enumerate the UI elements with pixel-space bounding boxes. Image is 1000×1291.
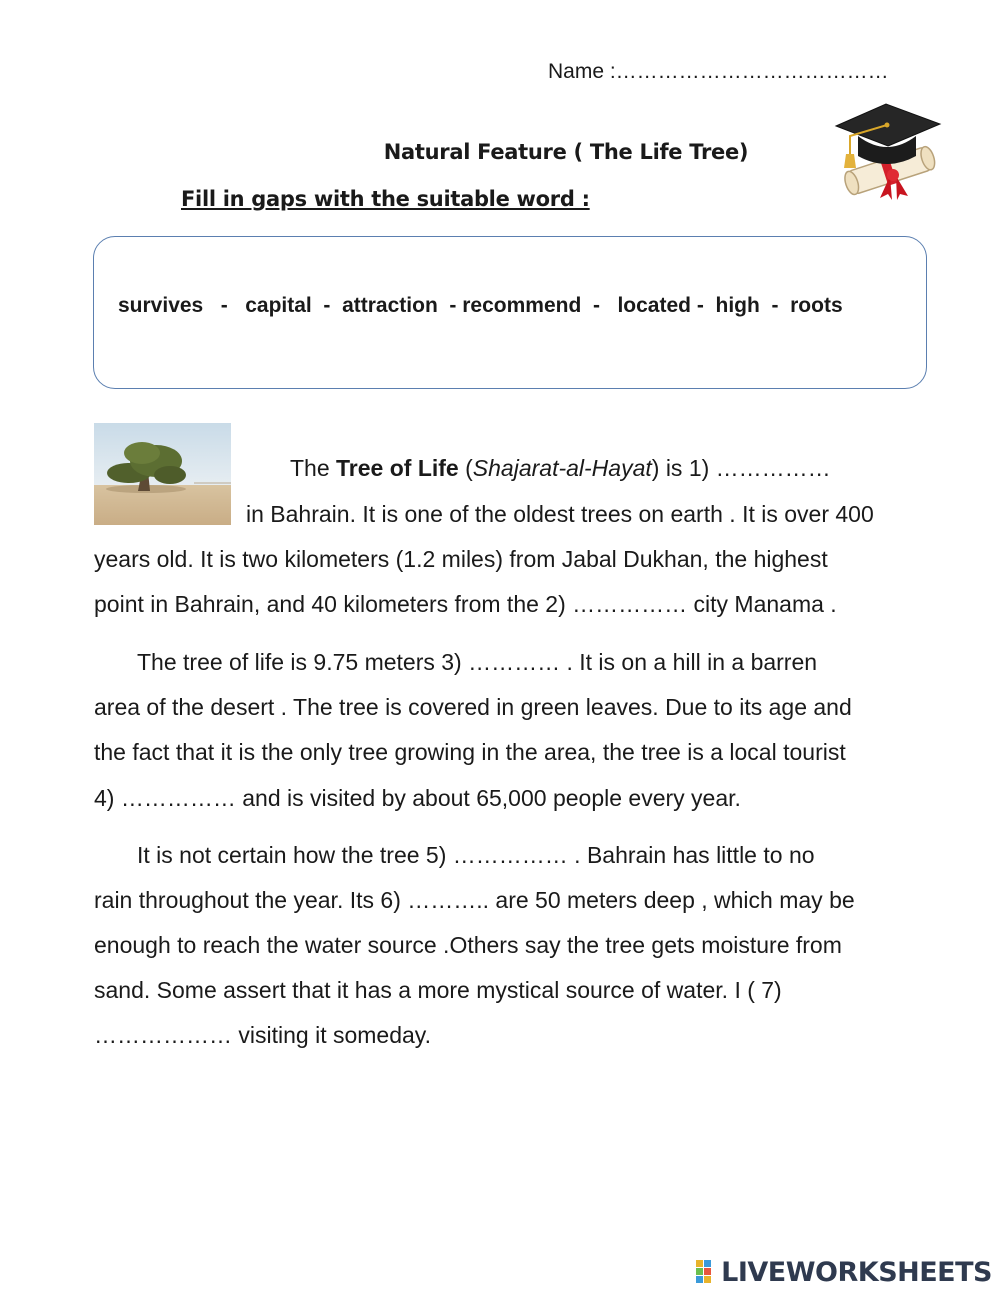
passage-p1-line3: years old. It is two kilometers (1.2 miles) from Jabal Dukhan, the highest bbox=[94, 546, 828, 572]
passage-p2-line1: The tree of life is 9.75 meters 3) ………… . It is on a hill in a barren bbox=[137, 649, 818, 675]
passage-p1-line4: point in Bahrain, and 40 kilometers from the 2) …………… city Manama . bbox=[94, 591, 837, 617]
passage-p3-line4: sand. Some assert that it has a more mystical source of water. I ( 7) bbox=[94, 977, 782, 1003]
text-segment: ) is 1) …………… bbox=[651, 455, 831, 481]
passage-p3-line5: ……………… visiting it someday. bbox=[94, 1022, 431, 1048]
passage-p3-line3: enough to reach the water source .Others say the tree gets moisture from bbox=[94, 932, 842, 958]
passage-p1-line1 bbox=[290, 457, 831, 480]
name-field-label: Name :………………………………… bbox=[548, 60, 889, 83]
liveworksheets-logo bbox=[695, 1257, 992, 1287]
passage-p1-line2: in Bahrain. It is one of the oldest trees on earth . It is over 400 bbox=[246, 501, 874, 527]
passage-p3-line1: It is not certain how the tree 5) …………… . Bahrain has little to no bbox=[137, 842, 815, 868]
passage-p3-line2: rain throughout the year. Its 6) ……….. are 50 meters deep , which may be bbox=[94, 887, 855, 913]
instruction-heading: Fill in gaps with the suitable word : bbox=[181, 187, 590, 211]
liveworksheets-logo-icon bbox=[695, 1259, 721, 1285]
passage-p2-line2: area of the desert . The tree is covered in green leaves. Due to its age and bbox=[94, 694, 852, 720]
word-bank: survives - capital - attraction - recommend - located - high - roots bbox=[118, 294, 843, 317]
liveworksheets-logo-text: LIVEWORKSHEETS bbox=[721, 1256, 992, 1288]
tree-of-life-bold: Tree of Life bbox=[336, 455, 459, 481]
text-segment: ( bbox=[458, 455, 473, 481]
arabic-name-italic: Shajarat-al-Hayat bbox=[472, 455, 652, 481]
passage-p2-line4: 4) …………… and is visited by about 65,000 people every year. bbox=[94, 785, 741, 811]
text-segment: The bbox=[290, 455, 337, 481]
tree-of-life-photo bbox=[94, 423, 231, 525]
worksheet-title: Natural Feature ( The Life Tree) bbox=[383, 140, 749, 164]
passage-p2-line3: the fact that it is the only tree growing in the area, the tree is a local tourist bbox=[94, 739, 846, 765]
